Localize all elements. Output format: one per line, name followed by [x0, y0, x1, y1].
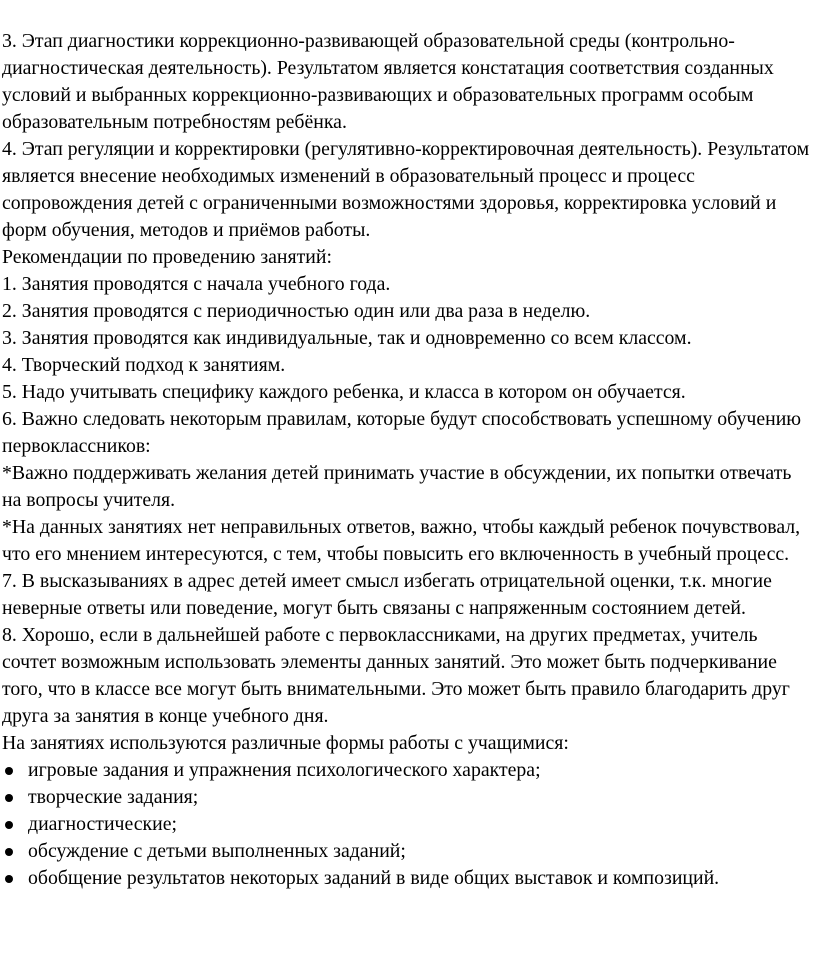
bullet-icon [5, 875, 13, 883]
recommendation-item-4: 4. Творческий подход к занятиям. [2, 354, 286, 376]
recommendation-item-6: 6. Важно следовать некоторым правилам, которые будут способствовать успешному обучению первоклассников: [2, 408, 802, 457]
bullet-icon [5, 821, 13, 829]
recommendations-heading: Рекомендации по проведению занятий: [2, 246, 332, 268]
list-item-text: диагностические; [28, 813, 177, 835]
bullet-icon [5, 794, 13, 802]
bullet-icon [5, 848, 13, 856]
work-forms-heading: На занятиях используются различные формы работы с учащимися: [2, 732, 569, 754]
list-item-text: игровые задания и упражнения психологического характера; [28, 759, 541, 781]
bullet-icon [5, 767, 13, 775]
recommendation-item-2: 2. Занятия проводятся с периодичностью один или два раза в неделю. [2, 300, 591, 322]
recommendation-item-7: 7. В высказываниях в адрес детей имеет смысл избегать отрицательной оценки, т.к. многие неверные ответы или поведение, могут быть связаны с напряженным состоянием детей. [2, 570, 772, 619]
list-item [2, 865, 812, 892]
list-item-text: творческие задания; [28, 786, 199, 808]
recommendation-item-1: 1. Занятия проводятся с начала учебного года. [2, 273, 391, 295]
list-item [2, 784, 812, 811]
recommendation-item-3: 3. Занятия проводятся как индивидуальные, так и одновременно со всем классом. [2, 327, 692, 349]
list-item [2, 838, 812, 865]
list-item [2, 811, 812, 838]
rule-no-wrong-answers: *На данных занятиях нет неправильных ответов, важно, чтобы каждый ребенок почувствовал, что его мнением интересуются, с тем, чтобы повысить его включенность в учебный процесс. [2, 516, 801, 565]
work-forms-list [2, 757, 812, 892]
list-item [2, 757, 812, 784]
recommendation-item-8: 8. Хорошо, если в дальнейшей работе с первоклассниками, на других предметах, учитель сочтет возможным использовать элементы данных занятий. Это может быть подчеркивание того, что в классе все могут быть внимательными. Это может быть правило благодарить друг друга за занятия в конце учебного дня. [2, 624, 790, 727]
list-item-text: обсуждение с детьми выполненных заданий; [28, 840, 406, 862]
recommendation-item-5: 5. Надо учитывать специфику каждого ребенка, и класса в котором он обучается. [2, 381, 686, 403]
list-item-text: обобщение результатов некоторых заданий в виде общих выставок и композиций. [28, 867, 720, 889]
rule-support-participation: *Важно поддерживать желания детей принимать участие в обсуждении, их попытки отвечать на вопросы учителя. [2, 462, 792, 511]
paragraph-stage-4: 4. Этап регуляции и корректировки (регулятивно-корректировочная деятельность). Результатом является внесение необходимых изменений в образовательный процесс и процесс сопровождения детей с ограниченными возможностями здоровья, корректировка условий и форм обучения, методов и приёмов работы. [2, 138, 810, 241]
paragraph-stage-3: 3. Этап диагностики коррекционно-развивающей образовательной среды (контрольно-диагностическая деятельность). Результатом является констатация соответствия созданных условий и выбранных коррекционно-развивающих и образовательных программ особым образовательным потребностям ребёнка. [2, 30, 774, 133]
